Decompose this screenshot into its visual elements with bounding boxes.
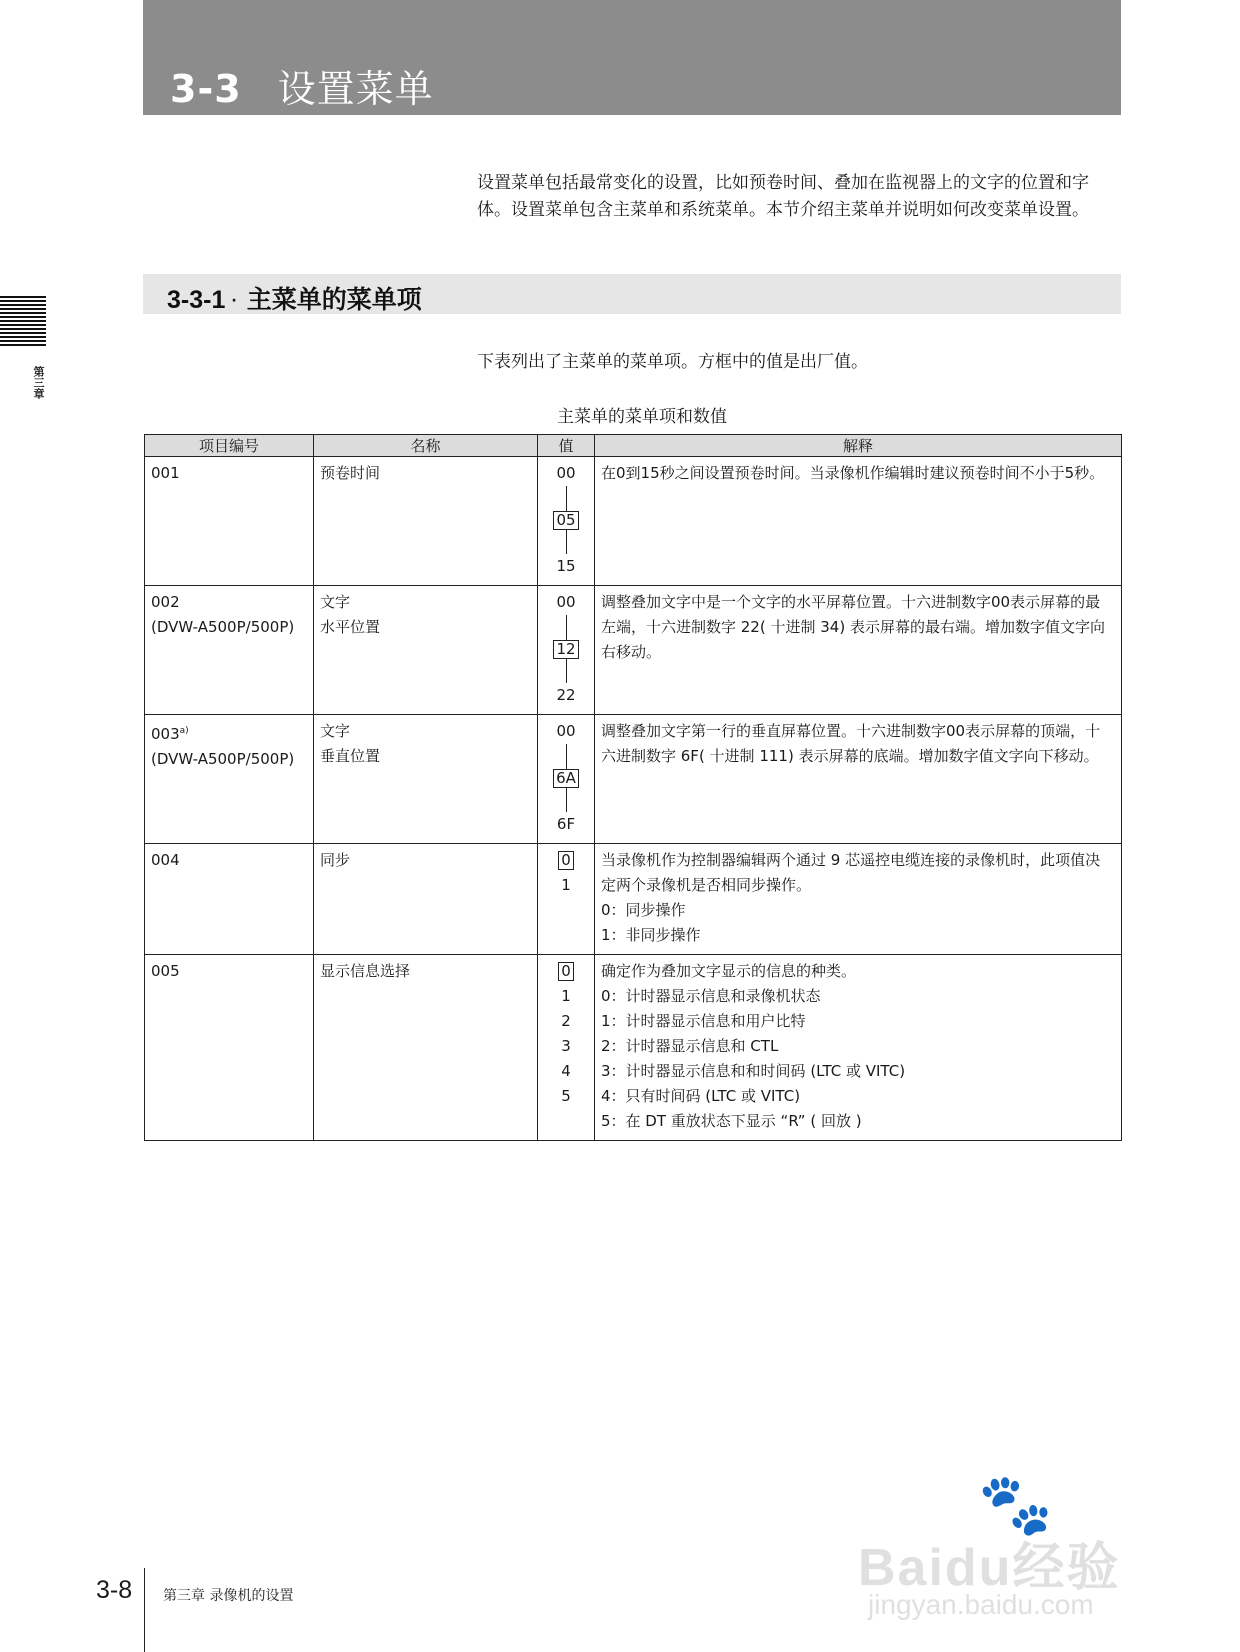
option-value: 1 xyxy=(561,987,571,1005)
table-row xyxy=(145,844,1122,955)
option-value: 5 xyxy=(561,1087,571,1105)
item-value-cell xyxy=(538,955,595,1141)
range-line xyxy=(566,659,567,684)
explanation-line: 0：计时器显示信息和录像机状态 xyxy=(601,987,821,1005)
item-number: 003 xyxy=(151,725,180,743)
item-name-cell xyxy=(314,955,538,1141)
paw-icon: 🐾 xyxy=(978,1470,1053,1540)
chapter-side-marker xyxy=(0,296,46,348)
range-max: 6F xyxy=(556,815,576,833)
chapter-side-label: 第三章 xyxy=(32,366,45,399)
explanation-line: 3：计时器显示信息和和时间码 (LTC 或 VITC) xyxy=(601,1062,906,1080)
item-explanation-cell xyxy=(595,457,1122,586)
item-explanation-cell xyxy=(595,844,1122,955)
value-range xyxy=(538,461,594,579)
range-max: 15 xyxy=(556,557,576,575)
range-max: 22 xyxy=(556,686,576,704)
range-line xyxy=(566,615,567,640)
item-number-cell xyxy=(145,457,314,586)
item-name-cell xyxy=(314,586,538,715)
default-value: 12 xyxy=(553,640,578,659)
item-number-cell xyxy=(145,844,314,955)
range-min: 00 xyxy=(556,593,576,611)
explanation-line: 确定作为叠加文字显示的信息的种类。 xyxy=(601,962,857,980)
item-number-cell xyxy=(145,955,314,1141)
range-min: 00 xyxy=(556,464,576,482)
item-name-cell xyxy=(314,457,538,586)
table-row xyxy=(145,586,1122,715)
subsection-title xyxy=(167,280,422,316)
item-explanation-cell xyxy=(595,955,1122,1141)
subsection-dot: · xyxy=(231,293,237,309)
option-value: 4 xyxy=(561,1062,571,1080)
table-row xyxy=(145,955,1122,1141)
header-value: 值 xyxy=(538,435,595,457)
header-item-number: 项目编号 xyxy=(145,435,314,457)
item-value-cell xyxy=(538,586,595,715)
item-name: 显示信息选择 xyxy=(320,962,411,980)
section-title xyxy=(170,58,434,113)
explanation-line: 当录像机作为控制器编辑两个通过 9 芯遥控电缆连接的录像机时，此项值决定两个录像机是否相同步操作。 xyxy=(601,851,1101,894)
item-model: (DVW-A500P/500P) xyxy=(151,618,295,636)
item-name: 水平位置 xyxy=(320,618,381,636)
item-name: 文字 xyxy=(320,593,351,611)
item-explanation-cell xyxy=(595,586,1122,715)
item-name: 预卷时间 xyxy=(320,464,381,482)
default-value: 0 xyxy=(558,962,574,981)
header-name: 名称 xyxy=(314,435,538,457)
subsection-number: 3-3-1 xyxy=(167,286,226,314)
item-explanation-cell xyxy=(595,715,1122,844)
explanation-line: 4：只有时间码 (LTC 或 VITC) xyxy=(601,1087,801,1105)
main-menu-table xyxy=(144,434,1122,1141)
item-number: 005 xyxy=(151,962,180,980)
range-line xyxy=(566,744,567,769)
watermark-sub: jingyan.baidu.com xyxy=(868,1589,1094,1620)
header-explanation: 解释 xyxy=(595,435,1122,457)
value-range xyxy=(538,719,594,837)
default-value: 05 xyxy=(553,511,578,530)
item-name: 文字 xyxy=(320,722,351,740)
item-model: (DVW-A500P/500P) xyxy=(151,750,295,768)
item-name-cell xyxy=(314,715,538,844)
explanation-line: 5：在 DT 重放状态下显示 “R” ( 回放 ) xyxy=(601,1112,862,1130)
range-line xyxy=(566,486,567,511)
item-value-cell xyxy=(538,844,595,955)
table-intro: 下表列出了主菜单的菜单项。方框中的值是出厂值。 xyxy=(477,352,868,372)
watermark xyxy=(858,1470,1178,1625)
table-caption: 主菜单的菜单项和数值 xyxy=(557,407,727,427)
explanation-line: 调整叠加文字第一行的垂直屏幕位置。十六进制数字00表示屏幕的顶端，十六进制数字 6F( 十进制 111) 表示屏幕的底端。增加数字值文字向下移动。 xyxy=(601,722,1101,765)
range-line xyxy=(566,788,567,813)
explanation-line: 在0到15秒之间设置预卷时间。当录像机作编辑时建议预卷时间不小于5秒。 xyxy=(601,464,1105,482)
subsection-title-text: 主菜单的菜单项 xyxy=(246,285,422,314)
footnote-marker: a) xyxy=(179,726,189,736)
table-header-row xyxy=(145,435,1122,457)
range-line xyxy=(566,530,567,555)
explanation-line: 1：非同步操作 xyxy=(601,926,701,944)
explanation-line: 0：同步操作 xyxy=(601,901,686,919)
item-number: 004 xyxy=(151,851,180,869)
section-number: 3-3 xyxy=(170,67,242,111)
option-value: 2 xyxy=(561,1012,571,1030)
item-name: 垂直位置 xyxy=(320,747,381,765)
value-range xyxy=(538,590,594,708)
watermark-main: Baidu经验 xyxy=(858,1539,1121,1597)
option-value: 1 xyxy=(561,876,571,894)
intro-paragraph: 设置菜单包括最常变化的设置，比如预卷时间、叠加在监视器上的文字的位置和字体。设置菜单包含主菜单和系统菜单。本节介绍主菜单并说明如何改变菜单设置。 xyxy=(477,173,1089,220)
item-number-cell xyxy=(145,586,314,715)
explanation-line: 1：计时器显示信息和用户比特 xyxy=(601,1012,806,1030)
explanation-line: 2：计时器显示信息和 CTL xyxy=(601,1037,779,1055)
explanation-line: 调整叠加文字中是一个文字的水平屏幕位置。十六进制数字00表示屏幕的最左端，十六进制数字 22( 十进制 34) 表示屏幕的最右端。增加数字值文字向右移动。 xyxy=(601,593,1105,661)
footer-chapter: 第三章 录像机的设置 xyxy=(163,1588,294,1604)
option-value: 3 xyxy=(561,1037,571,1055)
default-value: 0 xyxy=(558,851,574,870)
item-value-cell xyxy=(538,457,595,586)
table-row xyxy=(145,457,1122,586)
range-min: 00 xyxy=(556,722,576,740)
item-number: 001 xyxy=(151,464,180,482)
default-value: 6A xyxy=(553,769,579,788)
section-title-text: 设置菜单 xyxy=(277,67,434,111)
footer-divider xyxy=(144,1568,145,1652)
item-name-cell xyxy=(314,844,538,955)
item-number: 002 xyxy=(151,593,180,611)
item-name: 同步 xyxy=(320,851,351,869)
item-number-cell xyxy=(145,715,314,844)
item-value-cell xyxy=(538,715,595,844)
page-number: 3-8 xyxy=(96,1576,133,1604)
table-row xyxy=(145,715,1122,844)
